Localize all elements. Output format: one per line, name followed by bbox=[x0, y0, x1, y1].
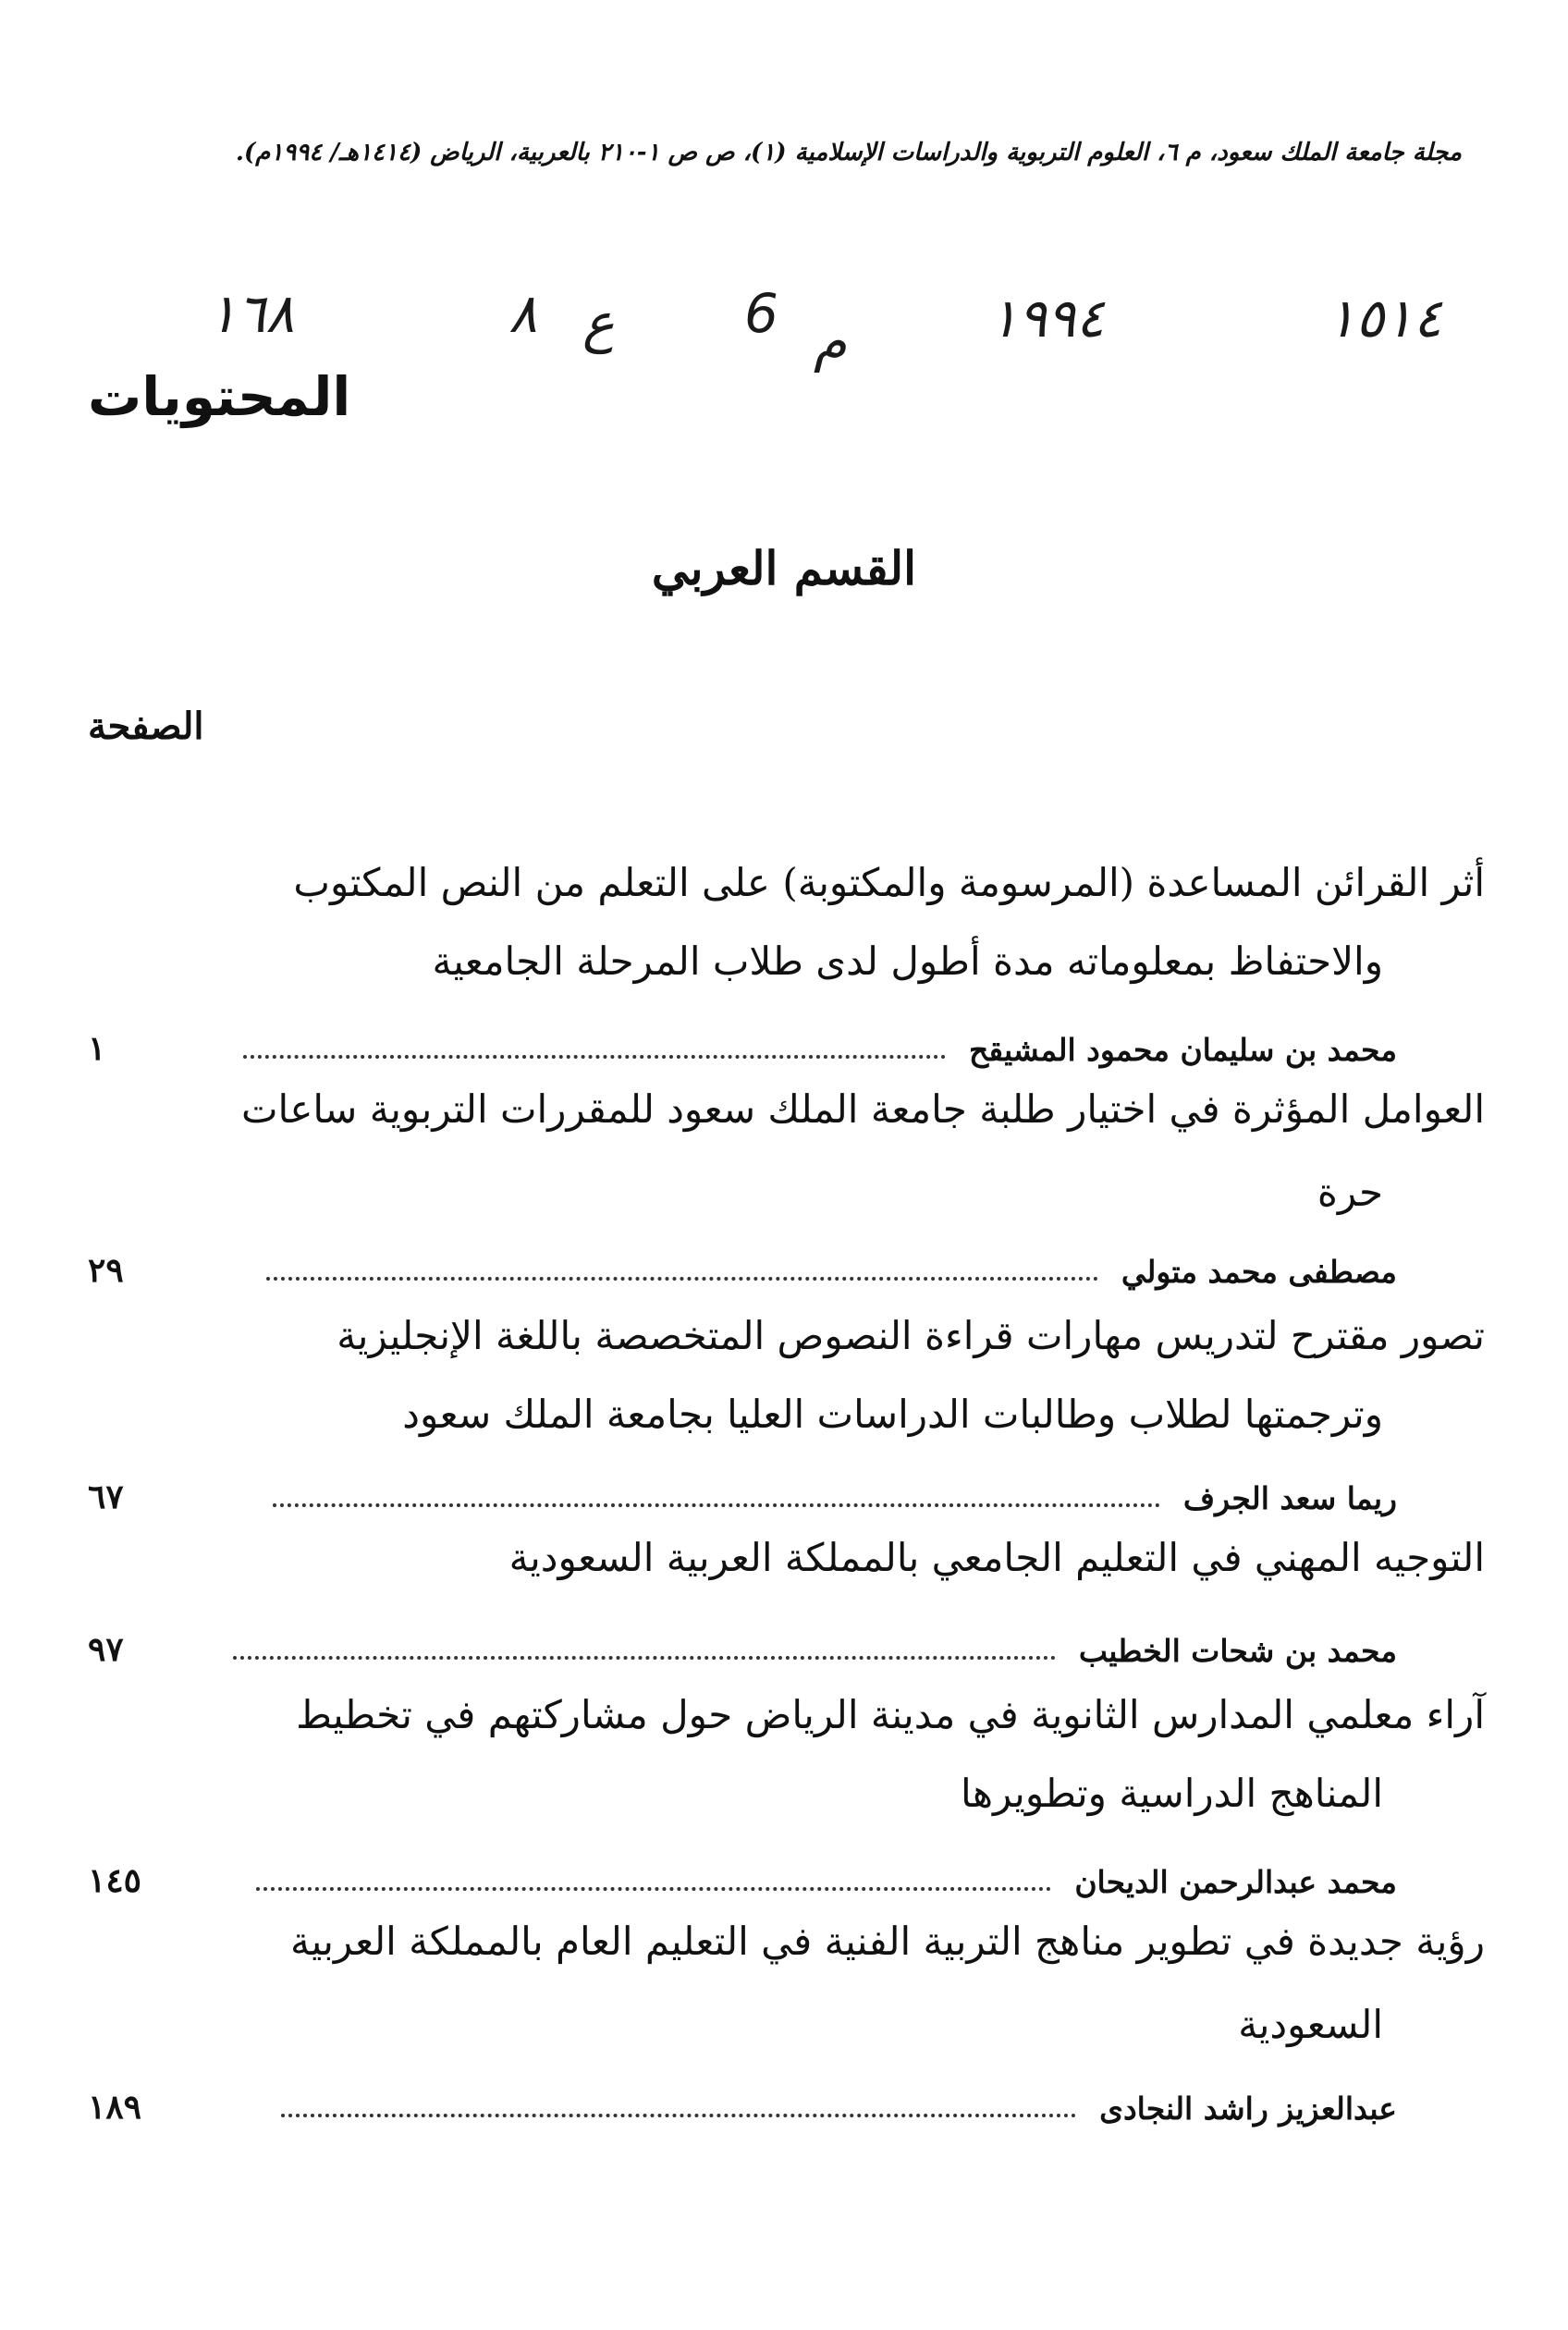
dot-leader bbox=[273, 1503, 1160, 1507]
entry-author: محمد بن شحات الخطيب bbox=[1078, 1633, 1397, 1669]
entry-title-line: السعودية bbox=[1238, 2002, 1383, 2047]
entry-page-number: ١٤٥ bbox=[88, 1861, 142, 1900]
entry-page-number: ٢٩ bbox=[88, 1251, 124, 1290]
dot-leader bbox=[281, 2114, 1076, 2117]
entry-author: ريما سعد الجرف bbox=[1182, 1480, 1397, 1516]
handwritten-issue: ٨ bbox=[508, 282, 538, 345]
dot-leader bbox=[266, 1277, 1098, 1281]
dot-leader bbox=[243, 1055, 946, 1059]
entry-title-line: تصور مقترح لتدريس مهارات قراءة النصوص المتخصصة باللغة الإنجليزية bbox=[337, 1313, 1485, 1358]
dot-leader bbox=[233, 1656, 1056, 1660]
entry-page-number: ٩٧ bbox=[88, 1630, 124, 1669]
handwritten-mim: م bbox=[814, 310, 847, 373]
handwritten-number: ١٦٨ bbox=[208, 282, 295, 345]
page-column-label: الصفحة bbox=[88, 705, 204, 748]
entry-author-row bbox=[88, 1244, 1397, 1290]
entry-title-line: والاحتفاظ بمعلوماته مدة أطول لدى طلاب المرحلة الجامعية bbox=[432, 938, 1383, 984]
entry-title-line: العوامل المؤثرة في اختيار طلبة جامعة الملك سعود للمقررات التربوية ساعات bbox=[240, 1086, 1485, 1132]
entry-page-number: ١ bbox=[88, 1029, 106, 1068]
journal-citation-header: مجلة جامعة الملك سعود، م ٦، العلوم التربوية والدراسات الإسلامية (١)، ص ص ١-٢١٠ بالعربية، الرياض (١٤١٤هـ/ ١٩٩٤م). bbox=[235, 139, 1462, 166]
contents-title: المحتويات bbox=[88, 365, 351, 428]
entry-author-row bbox=[88, 1470, 1397, 1516]
entry-author-row bbox=[88, 1623, 1397, 1669]
handwritten-volume: 6 bbox=[744, 282, 778, 345]
entry-author-row bbox=[88, 2080, 1397, 2127]
entry-title-line: المناهج الدراسية وتطويرها bbox=[961, 1771, 1383, 1816]
section-title: القسم العربي bbox=[651, 541, 917, 595]
entry-title-line: حرة bbox=[1317, 1170, 1383, 1215]
entry-author-row bbox=[88, 1854, 1397, 1900]
entry-title-line: التوجيه المهني في التعليم الجامعي بالمملكة العربية السعودية bbox=[508, 1535, 1485, 1580]
handwritten-ain: ع bbox=[582, 291, 615, 354]
entry-page-number: ٦٧ bbox=[88, 1478, 124, 1516]
entry-title-line: وترجمتها لطلاب وطالبات الدراسات العليا بجامعة الملك سعود bbox=[402, 1392, 1383, 1437]
entry-author: محمد عبدالرحمن الديحان bbox=[1074, 1864, 1397, 1900]
entry-title-line: رؤية جديدة في تطوير مناهج التربية الفنية في التعليم العام بالمملكة العربية bbox=[290, 1919, 1485, 1964]
handwritten-year-gregorian: ١٩٩٤ bbox=[989, 287, 1105, 350]
entry-page-number: ١٨٩ bbox=[88, 2088, 142, 2127]
entry-author: عبدالعزيز راشد النجادى bbox=[1099, 2091, 1397, 2127]
handwritten-year-hijri: ١٥١٤ bbox=[1327, 287, 1442, 350]
entry-author: مصطفى محمد متولي bbox=[1121, 1254, 1397, 1290]
entry-author-row bbox=[88, 1022, 1397, 1068]
entry-author: محمد بن سليمان محمود المشيقح bbox=[968, 1032, 1397, 1068]
entry-title-line: آراء معلمي المدارس الثانوية في مدينة الرياض حول مشاركتهم في تخطيط bbox=[296, 1692, 1485, 1737]
entry-title-line: أثر القرائن المساعدة (المرسومة والمكتوبة) على التعلم من النص المكتوب bbox=[293, 860, 1485, 905]
dot-leader bbox=[256, 1887, 1051, 1891]
